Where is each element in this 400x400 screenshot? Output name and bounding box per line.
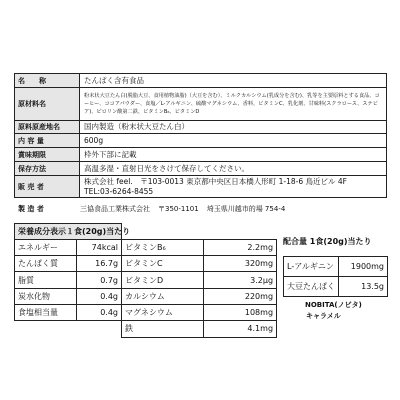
manufacturer-line xyxy=(18,204,388,214)
nutrient-name: カルシウム xyxy=(122,288,204,304)
nutrient-name: 鉄 xyxy=(122,321,204,337)
label-expiry-key: 賞味期限 xyxy=(15,148,80,162)
nutrition-row xyxy=(15,239,277,255)
arginine-table xyxy=(283,256,388,297)
nutrient-name: エネルギー xyxy=(15,239,77,255)
nutrient-name: 炭水化物 xyxy=(15,288,77,304)
nutrient-value: 2.2mg xyxy=(204,239,277,255)
nutrient-value: 0.7g xyxy=(77,272,122,288)
nutrition-row xyxy=(15,321,277,337)
arginine-row xyxy=(284,257,388,277)
arginine-row xyxy=(284,277,388,297)
ingredient-name: L-アルギニン xyxy=(284,257,339,277)
nutrient-value: 4.1mg xyxy=(204,321,277,337)
label-volume-value: 600g xyxy=(80,134,387,148)
label-name-key: 名 称 xyxy=(15,74,80,88)
label-row-storage xyxy=(15,162,387,176)
label-origin-key: 原料原産地名 xyxy=(15,121,80,134)
label-row-origin xyxy=(15,121,387,134)
label-row-volume xyxy=(15,134,387,148)
seller-address-line: 株式会社 feel. 〒103-0013 東京都中央区日本橋人形町 1-18-6 鳥近ビル 4F xyxy=(84,176,347,186)
label-ingredients-key: 原材料名 xyxy=(15,88,80,121)
label-storage-key: 保存方法 xyxy=(15,162,80,176)
nutrition-row xyxy=(15,256,277,272)
nutrient-name: ビタミンC xyxy=(122,256,204,272)
label-row-seller xyxy=(15,176,387,198)
nutrition-row xyxy=(15,304,277,320)
flavor-name: キャラメル xyxy=(306,312,341,320)
nutrition-row xyxy=(15,272,277,288)
nutrient-value: 74kcal xyxy=(77,239,122,255)
seller-phone-line: TEL:03-6264-8455 xyxy=(84,186,154,196)
nutrient-value: 3.2μg xyxy=(204,272,277,288)
nutrient-value: 320mg xyxy=(204,256,277,272)
label-volume-key: 内 容 量 xyxy=(15,134,80,148)
label-origin-value: 国内製造（粉末状大豆たん白） xyxy=(80,121,387,134)
nutrient-value: 16.7g xyxy=(77,256,122,272)
label-row-name xyxy=(15,74,387,88)
product-label-table xyxy=(14,73,387,198)
nutrient-name: たんぱく質 xyxy=(15,256,77,272)
nutrient-value: 220mg xyxy=(204,288,277,304)
ingredient-amount: 13.5g xyxy=(339,277,388,297)
label-name-value: たんぱく含有食品 xyxy=(80,74,387,88)
label-ingredients-value: 粉末状大豆たん白(脱脂大豆、食用植物油脂)（大豆を含む）、ミルクカルシウム(乳成分を含む)、乳等を主要原料とする食品、コーヒー、ココアパウダー、食塩／L-アルギニン、硫酸マグネシウム、香料、ビタミンC、乳化剤、甘味料(スクラロース、ステビア)、ピロリン酸第二鉄、ビタミンB₆、ビタミンD xyxy=(80,88,387,121)
nutrition-title: 栄養成分表示１食(20g)当たり xyxy=(15,224,122,240)
manufacturer-company: 三協食品工業株式会社 xyxy=(80,205,150,213)
ingredient-name: 大豆たんぱく xyxy=(284,277,339,297)
manufacturer-address: 埼玉県川越市的場 754-4 xyxy=(206,205,286,213)
nutrient-value: 0.4g xyxy=(77,304,122,320)
nutrient-name: マグネシウム xyxy=(122,304,204,320)
arginine-table-title: 配合量 1食(20g)当たり xyxy=(283,237,372,246)
nutrient-name: ビタミンD xyxy=(122,272,204,288)
nutrient-value: 0.4g xyxy=(77,288,122,304)
nutrition-facts-table xyxy=(14,223,277,338)
label-seller-key: 販 売 者 xyxy=(15,176,80,198)
manufacturer-label: 製 造 者 xyxy=(18,205,44,213)
nutrient-name: ビタミンB₆ xyxy=(122,239,204,255)
nutrient-name: 脂質 xyxy=(15,272,77,288)
label-expiry-value: 枠外下部に記載 xyxy=(80,148,387,162)
ingredient-amount: 1900mg xyxy=(339,257,388,277)
nutrition-row xyxy=(15,288,277,304)
label-seller-value xyxy=(80,176,387,198)
label-storage-value: 高温多湿・直射日光をさけて保存してください。 xyxy=(80,162,387,176)
brand-name: NOBITA(ノビタ) xyxy=(305,301,362,309)
nutrient-name: 食塩相当量 xyxy=(15,304,77,320)
nutrition-title-row xyxy=(15,224,277,240)
nutrient-value: 108mg xyxy=(204,304,277,320)
label-row-ingredients xyxy=(15,88,387,121)
manufacturer-zip: 〒350-1101 xyxy=(158,205,199,213)
label-row-expiry xyxy=(15,148,387,162)
